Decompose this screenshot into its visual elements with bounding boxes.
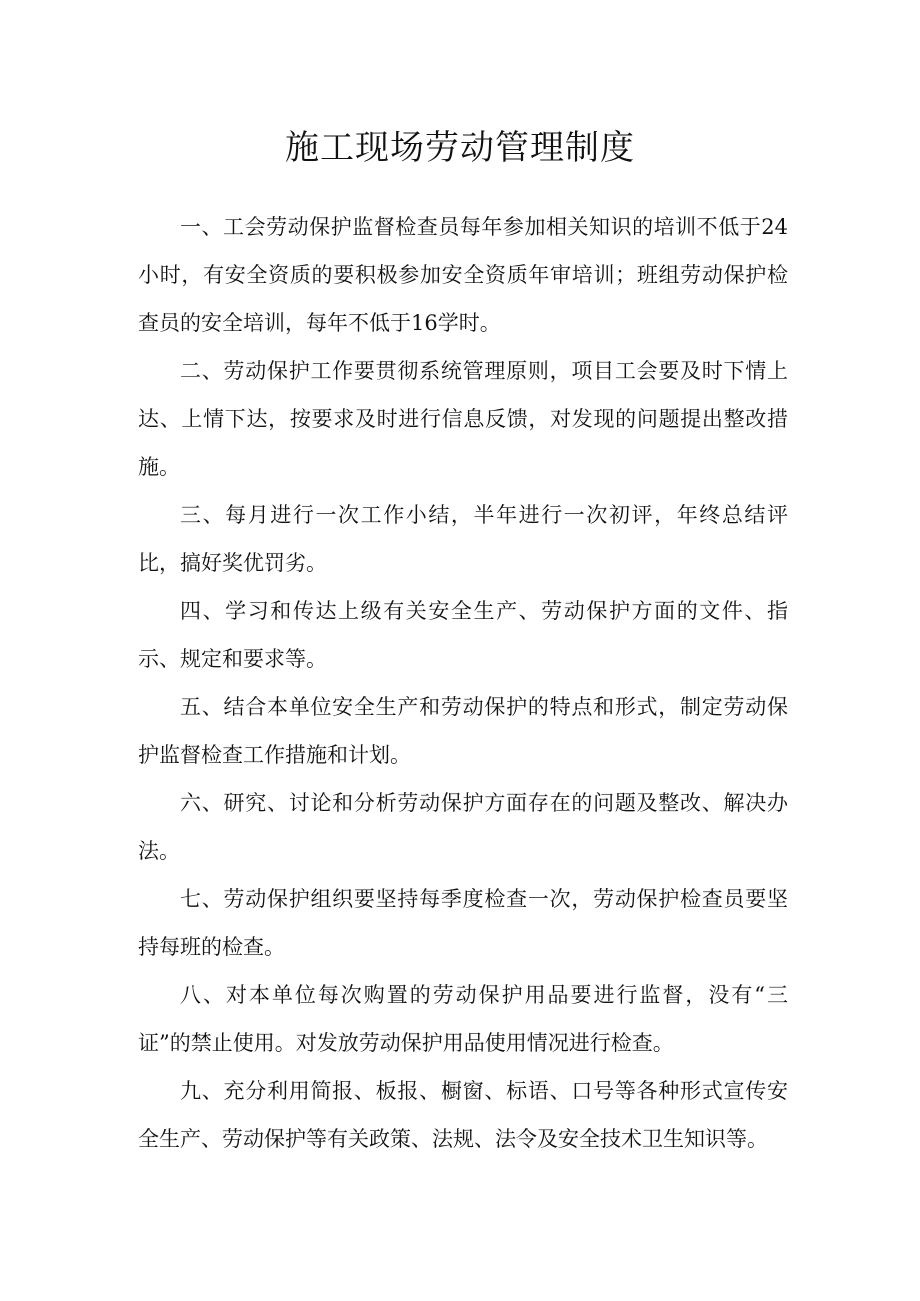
document-body <box>138 203 788 1163</box>
paragraph-4: 四、学习和传达上级有关安全生产、劳动保护方面的文件、指示、规定和要求等。 <box>138 599 788 671</box>
paragraph-2: 二、劳动保护工作要贯彻系统管理原则，项目工会要及时下情上达、上情下达，按要求及时进行信息反馈，对发现的问题提出整改措施。 <box>138 359 788 479</box>
paragraph-6: 六、研究、讨论和分析劳动保护方面存在的问题及整改、解决办法。 <box>138 791 788 863</box>
document-title: 施工现场劳动管理制度 <box>285 128 635 168</box>
paragraph-1: 一、工会劳动保护监督检查员每年参加相关知识的培训不低于24小时，有安全资质的要积极参加安全资质年审培训；班组劳动保护检查员的安全培训，每年不低于16学时。 <box>138 215 788 335</box>
paragraph-5: 五、结合本单位安全生产和劳动保护的特点和形式，制定劳动保护监督检查工作措施和计划。 <box>138 695 788 767</box>
paragraph-9: 九、充分利用简报、板报、橱窗、标语、口号等各种形式宣传安全生产、劳动保护等有关政策、法规、法令及安全技术卫生知识等。 <box>138 1079 788 1151</box>
paragraph-8: 八、对本单位每次购置的劳动保护用品要进行监督，没有“三证”的禁止使用。对发放劳动保护用品使用情况进行检查。 <box>138 983 788 1055</box>
paragraph-7: 七、劳动保护组织要坚持每季度检查一次，劳动保护检查员要坚持每班的检查。 <box>138 887 788 959</box>
paragraph-3: 三、每月进行一次工作小结，半年进行一次初评，年终总结评比，搞好奖优罚劣。 <box>138 503 788 575</box>
